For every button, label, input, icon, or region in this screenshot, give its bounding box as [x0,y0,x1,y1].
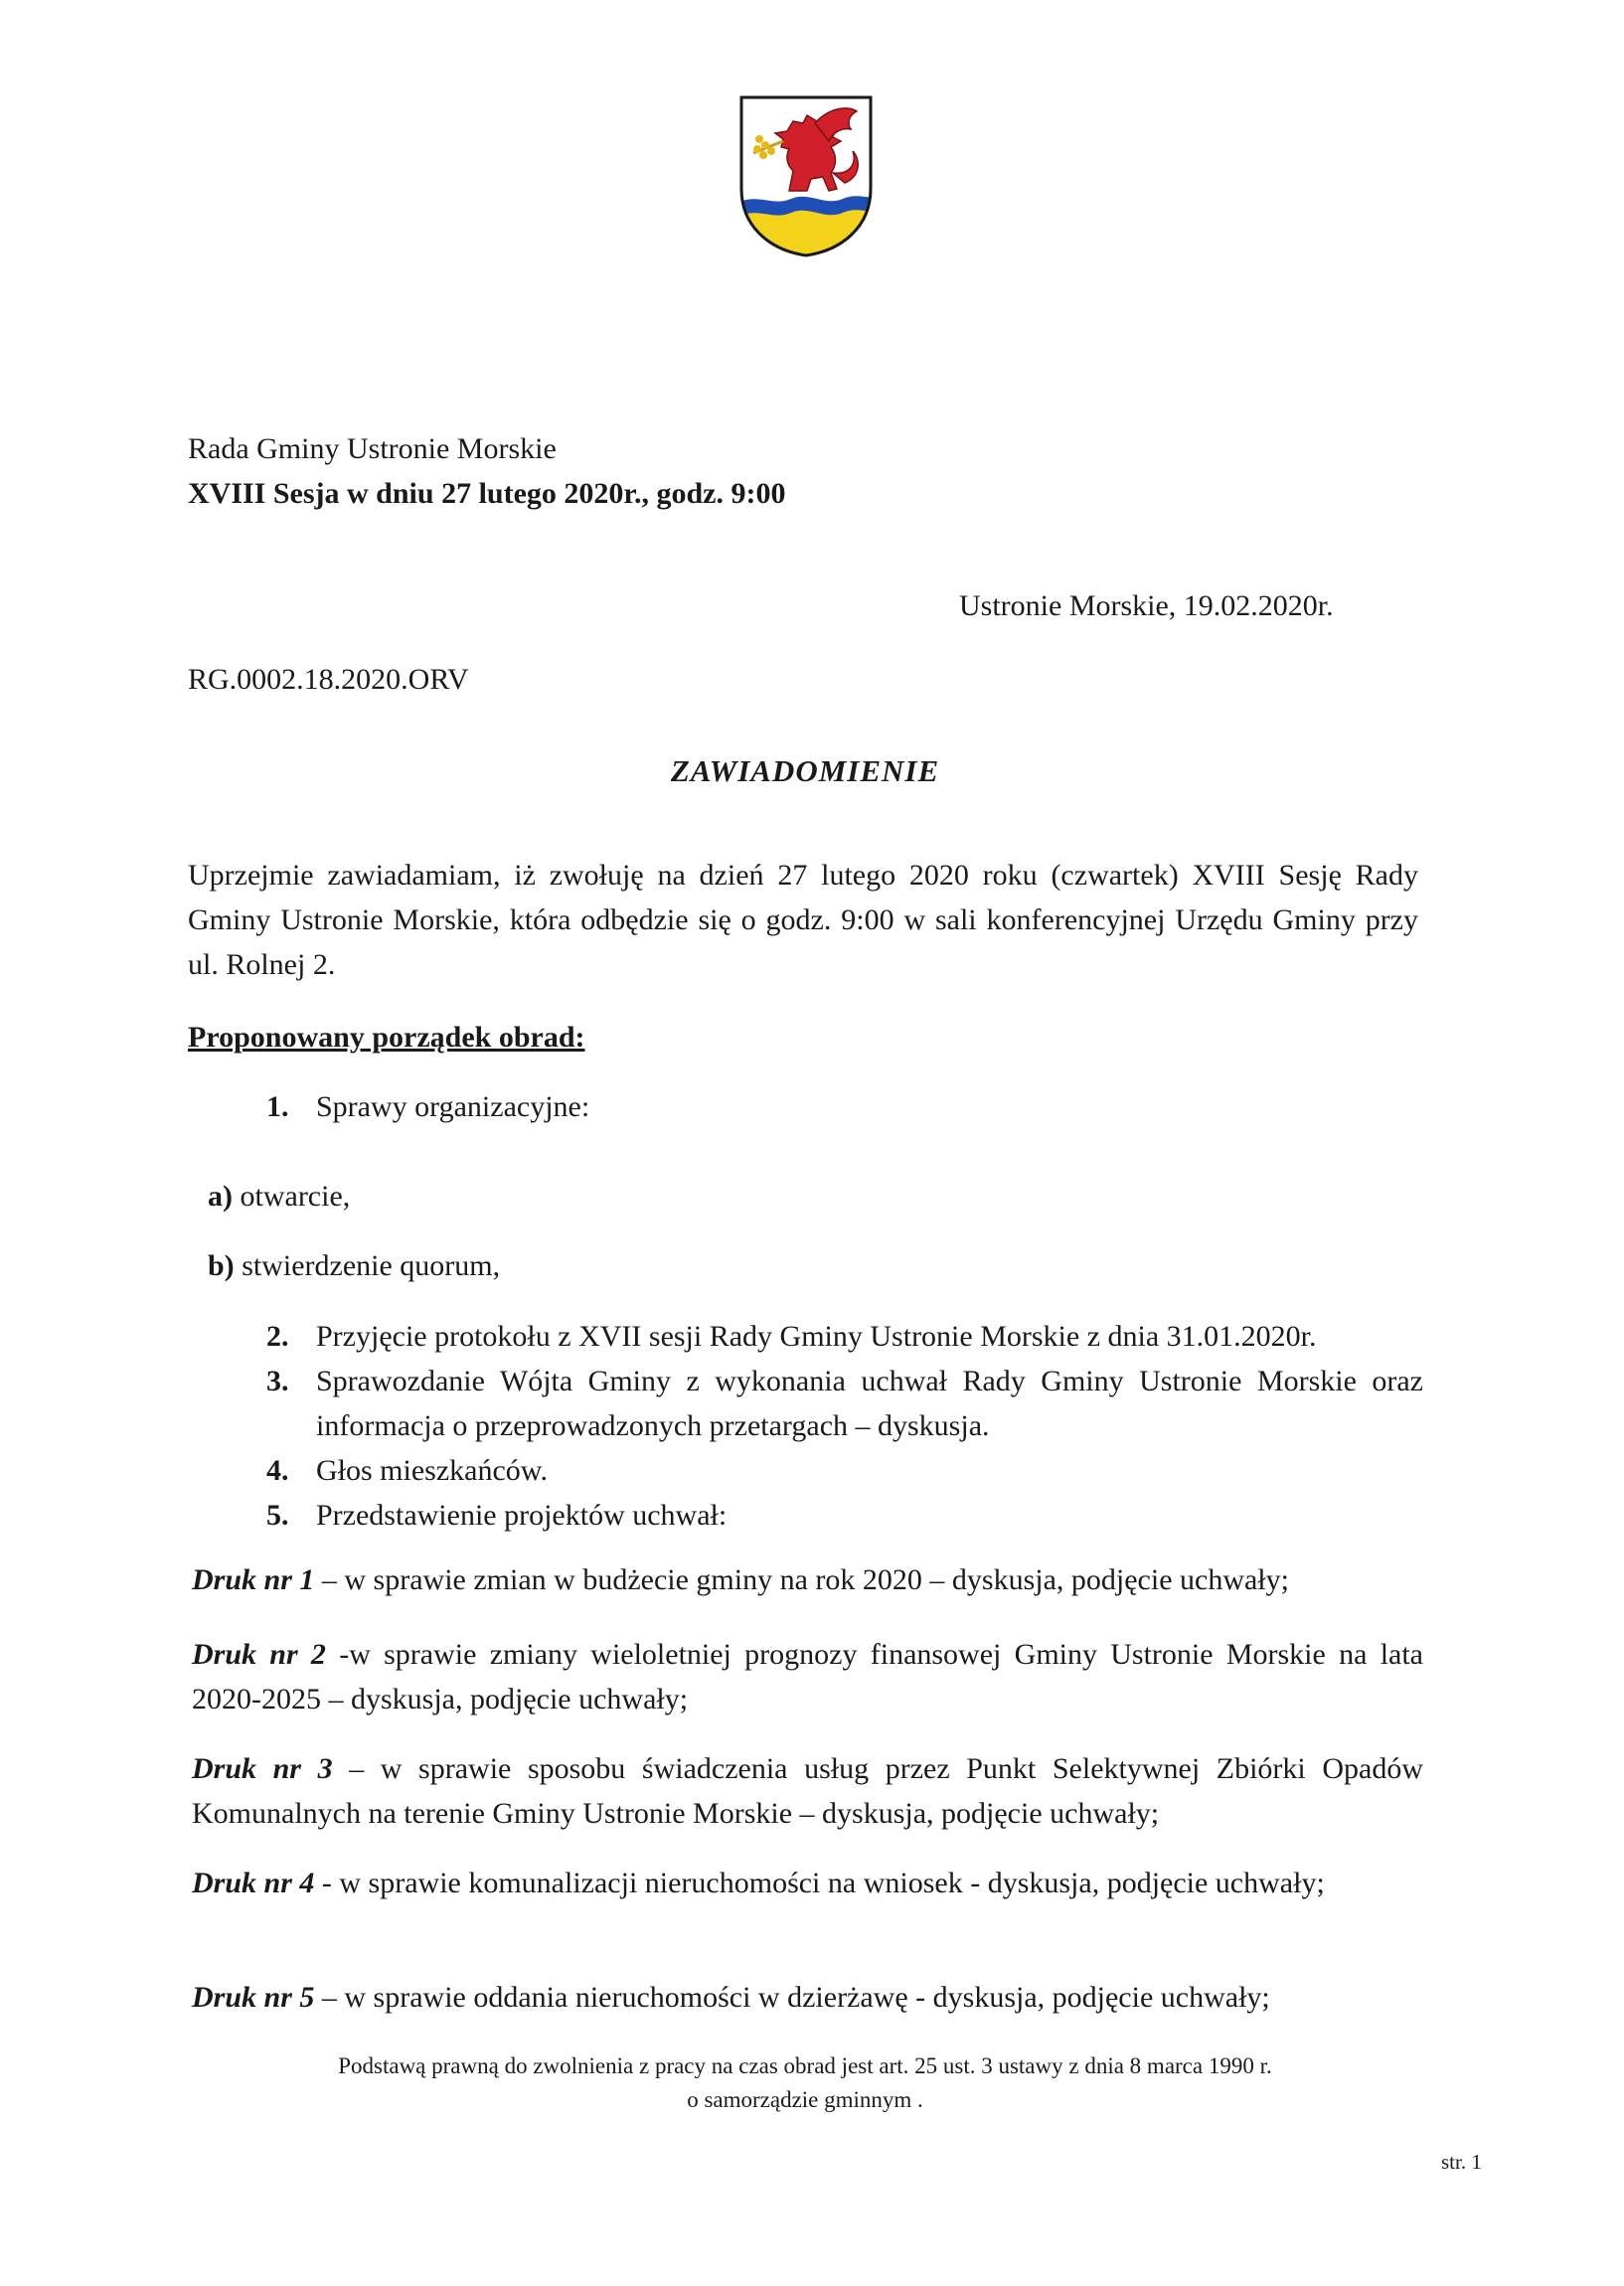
footnote [188,2049,1422,2117]
agenda-item-text: Sprawozdanie Wójta Gminy z wykonania uchwał Rady Gminy Ustronie Morskie oraz informacja o przeprowadzonych przetargach – dyskusja. [316,1365,1423,1442]
agenda-item-text: Głos mieszkańców. [316,1454,548,1487]
agenda-item-number: 3. [266,1365,289,1397]
agenda-item-text: Przedstawienie projektów uchwał: [316,1499,728,1532]
agenda-item-1 [266,1085,589,1129]
druk-label: Druk nr 2 [192,1638,326,1671]
agenda-item-text: Przyjęcie protokołu z XVII sesji Rady Gminy Ustronie Morskie z dnia 31.01.2020r. [316,1320,1317,1353]
druk-label: Druk nr 4 [192,1867,315,1899]
druk-item-3 [192,1746,1423,1836]
druk-text: – w sprawie oddania nieruchomości w dzierżawę - dyskusja, podjęcie uchwały; [314,1981,1270,2014]
druk-text: -w sprawie zmiany wieloletniej prognozy finansowej Gminy Ustronie Morskie na lata 2020-2025 – dyskusja, podjęcie uchwały; [192,1638,1423,1715]
footnote-line-1: Podstawą prawną do zwolnienia z pracy na czas obrad jest art. 25 ust. 3 ustawy z dnia 8 marca 1990 r. [338,2053,1272,2078]
reference-number: RG.0002.18.2020.ORV [188,663,469,696]
agenda-heading: Proponowany porządek obrad: [188,1021,585,1054]
place-date: Ustronie Morskie, 19.02.2020r. [959,589,1334,622]
agenda-numbered-list [266,1314,1423,1538]
page-number: str. 1 [1441,2150,1482,2174]
agenda-item-number: 4. [266,1454,289,1487]
druk-item-5 [192,1975,1423,2020]
subitem-label: a) [208,1180,233,1213]
druk-text: – w sprawie zmian w budżecie gminy na rok 2020 – dyskusja, podjęcie uchwały; [314,1563,1289,1596]
druk-item-4 [192,1861,1423,1905]
agenda-item-5 [266,1493,1423,1538]
druk-item-1 [192,1557,1423,1602]
intro-paragraph: Uprzejmie zawiadamiam, iż zwołuję na dzień 27 lutego 2020 roku (czwartek) XVIII Sesję Rady Gminy Ustronie Morskie, która odbędzie się o godz. 9:00 w sali konferencyjnej Urzędu Gminy przy ul. Rolnej 2. [188,859,1418,981]
agenda-item-text: Sprawy organizacyjne: [316,1090,590,1123]
agenda-item-number: 2. [266,1320,289,1353]
agenda-item-4 [266,1448,1423,1493]
header-organization: Rada Gminy Ustronie Morskie [188,432,557,465]
subitem-label: b) [208,1249,235,1282]
druk-label: Druk nr 3 [192,1752,333,1785]
agenda-subitem-a [208,1175,350,1219]
coat-of-arms-griffin-icon [737,93,875,258]
subitem-text: stwierdzenie quorum, [242,1249,501,1282]
agenda-item-3 [266,1359,1423,1448]
agenda-subitem-b [208,1244,500,1288]
agenda-item-number: 5. [266,1499,289,1532]
header-session: XVIII Sesja w dniu 27 lutego 2020r., godz. 9:00 [188,477,786,510]
druk-text: - w sprawie komunalizacji nieruchomości na wniosek - dyskusja, podjęcie uchwały; [314,1867,1325,1899]
footnote-line-2: o samorządzie gminnym . [687,2087,923,2112]
agenda-item-number: 1. [266,1090,289,1123]
druk-label: Druk nr 1 [192,1563,315,1596]
agenda-item-2 [266,1314,1423,1359]
druk-text: – w sprawie sposobu świadczenia usług przez Punkt Selektywnej Zbiórki Opadów Komunalnych na terenie Gminy Ustronie Morskie – dyskusja, podjęcie uchwały; [192,1752,1423,1830]
document-title: ZAWIADOMIENIE [670,753,940,788]
druk-label: Druk nr 5 [192,1981,315,2014]
subitem-text: otwarcie, [240,1180,351,1213]
druk-item-2 [192,1632,1423,1721]
